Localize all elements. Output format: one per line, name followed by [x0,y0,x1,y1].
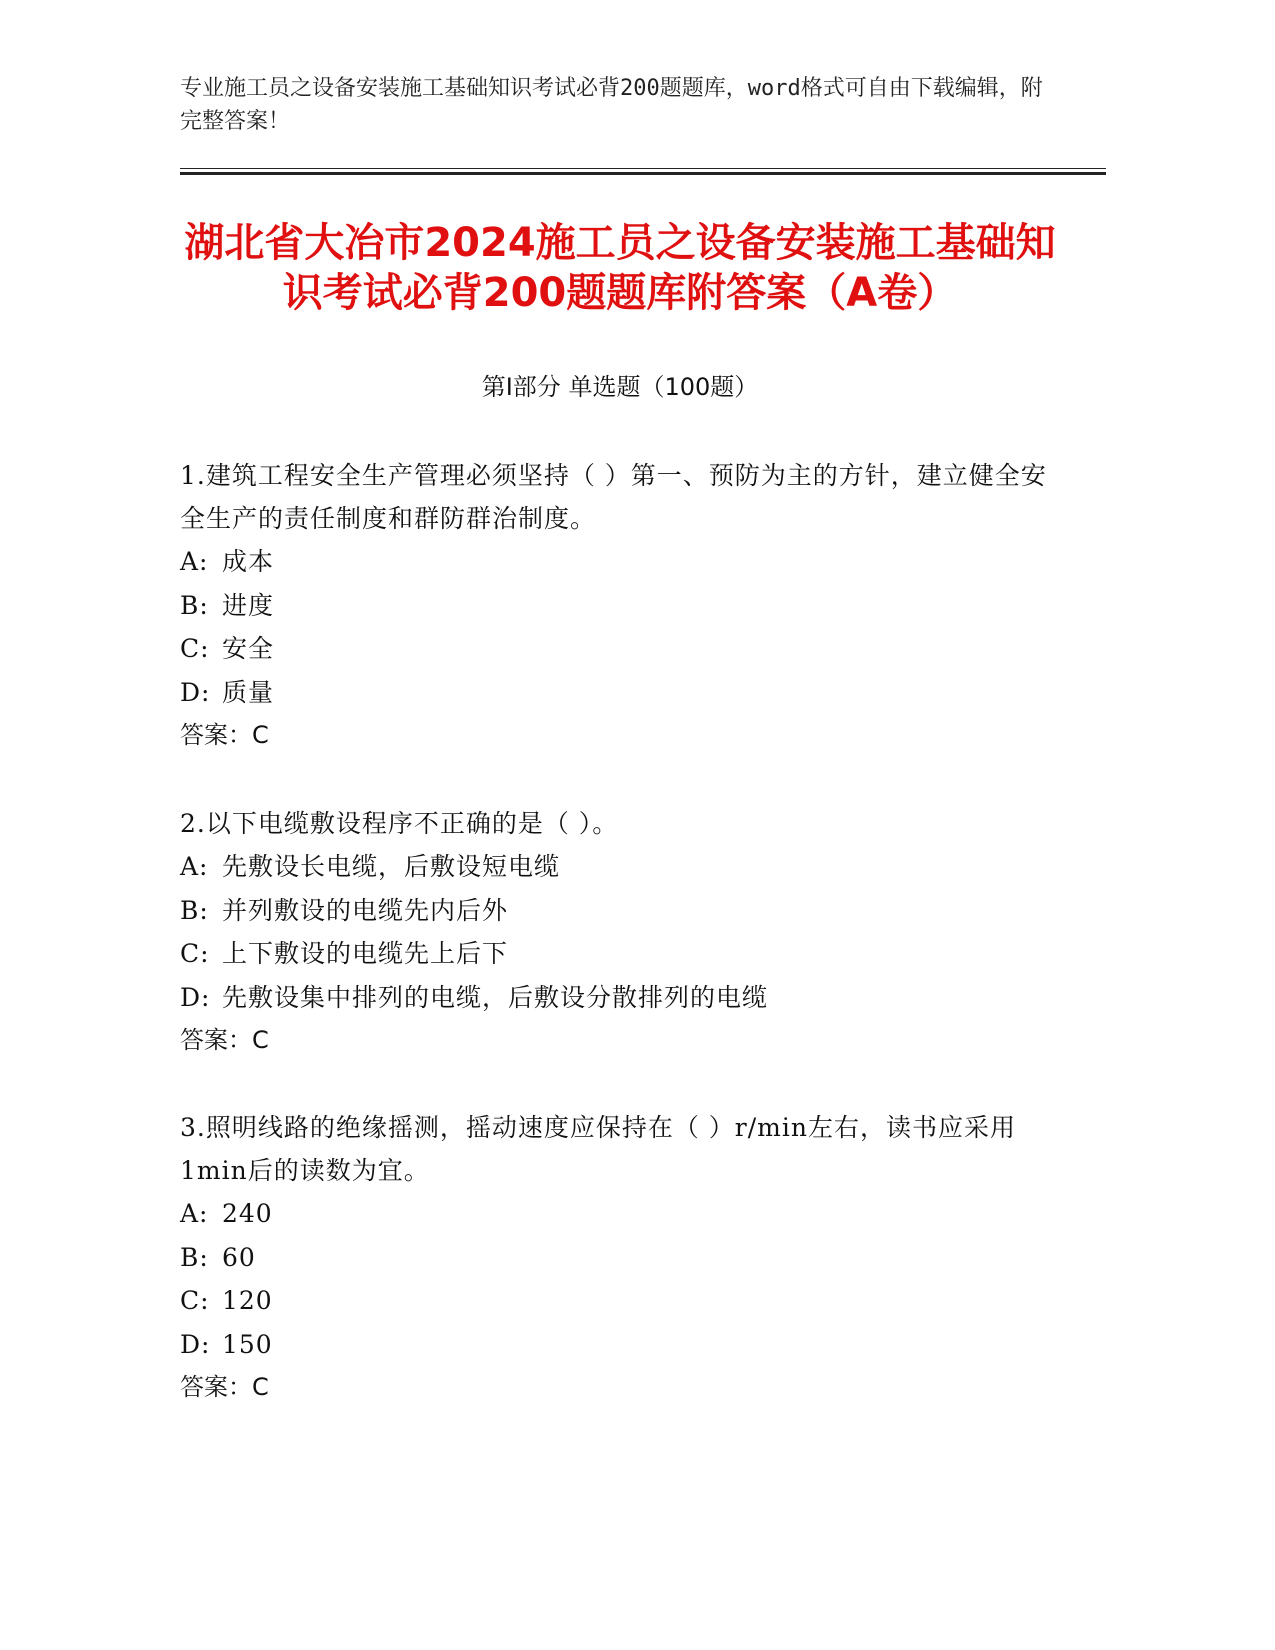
option-text: 进度 [222,590,275,620]
answer-label: 答案：C [180,1026,269,1054]
option-d [180,976,1060,1020]
option-b [180,889,1060,933]
option-a [180,540,1060,584]
option-letter: C: [180,939,210,968]
option-c [180,627,1060,671]
option-letter: C: [180,634,210,663]
header-rule-thin [180,168,1106,169]
option-text: 先敷设长电缆，后敷设短电缆 [222,852,561,881]
question-stem: 1.建筑工程安全生产管理必须坚持（ ）第一、预防为主的方针，建立健全安全生产的责任制度和群防群治制度。 [180,461,1047,533]
option-letter: B: [180,590,209,620]
option-a [180,1192,1060,1236]
option-letter: A: [180,852,209,881]
option-b [180,1236,1060,1280]
option-letter: D: [180,982,211,1012]
option-letter: C: [180,1286,210,1315]
option-text: 60 [222,1242,256,1272]
answer-label: 答案：C [180,1373,269,1401]
section-heading: 第Ⅰ部分 单选题（100题） [481,373,759,401]
option-text: 安全 [222,634,275,663]
option-letter: D: [180,677,211,707]
answer-label: 答案：C [180,721,269,749]
question-stem: 3.照明线路的绝缘摇测，摇动速度应保持在（ ）r/min左右，读书应采用1min后的读数为宜。 [180,1113,1016,1185]
option-text: 质量 [222,677,275,707]
option-c [180,1279,1060,1323]
option-text: 上下敷设的电缆先上后下 [222,939,509,968]
question-3 [180,1106,1060,1409]
option-letter: A: [180,1199,209,1228]
header-rule-thick [180,172,1106,175]
option-d [180,1323,1060,1367]
option-d [180,671,1060,715]
option-letter: D: [180,1329,211,1359]
option-text: 120 [222,1286,273,1315]
option-letter: B: [180,895,209,925]
option-text: 并列敷设的电缆先内后外 [222,895,509,925]
option-a [180,845,1060,889]
option-b [180,584,1060,628]
header-note: 专业施工员之设备安装施工基础知识考试必背200题题库，word格式可自由下载编辑，附完整答案！ [180,76,1043,134]
option-text: 成本 [222,547,275,576]
option-text: 150 [222,1329,273,1359]
question-1 [180,454,1060,757]
question-stem: 2.以下电缆敷设程序不正确的是（ ）。 [180,809,619,838]
option-c [180,932,1060,976]
question-2 [180,802,1060,1062]
option-text: 先敷设集中排列的电缆，后敷设分散排列的电缆 [222,982,769,1012]
option-letter: A: [180,547,209,576]
option-letter: B: [180,1242,209,1272]
option-text: 240 [222,1199,273,1228]
document-title: 湖北省大冶市2024施工员之设备安装施工基础知识考试必背200题题库附答案（A卷） [184,220,1056,316]
